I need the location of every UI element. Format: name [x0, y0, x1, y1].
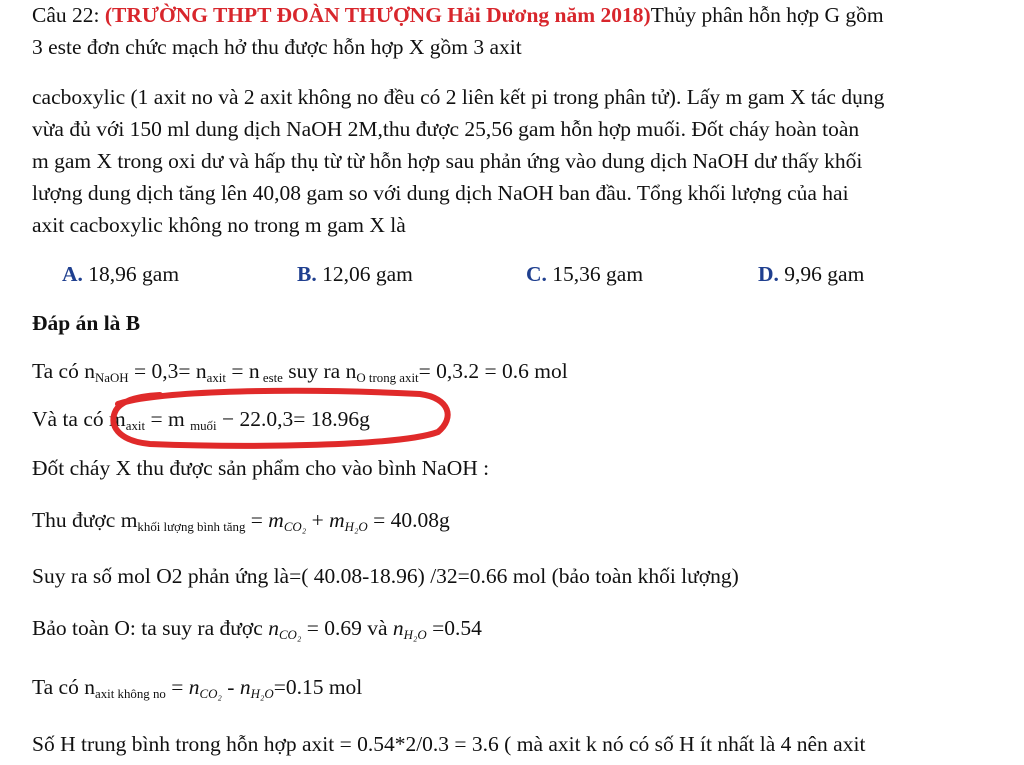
option-a: A. 18,96 gam [62, 262, 180, 286]
question-line-3: cacboxylic (1 axit no và 2 axit không no đều có 2 liên kết pi trong phân tử). Lấy m gam X tác dụng [32, 85, 885, 109]
question-line-7: axit cacboxylic không no trong m gam X là [32, 213, 406, 237]
question-line-5: m gam X trong oxi dư và hấp thụ từ từ hỗn hợp sau phản ứng vào dung dịch NaOH dư thấy khối [32, 149, 863, 173]
question-line-1 [32, 5, 884, 27]
question-source: (TRƯỜNG THPT ĐOÀN THƯỢNG Hải Dương năm 2018) [104, 3, 651, 27]
solution-line-7: Ta có $n_{axit không no} = n_{CO_2} - n_{H_2O}=0.15$ mol [32, 675, 363, 701]
solution-line-6: Bảo toàn O: ta suy ra được $n_{CO_2} = 0.69$ và $n_{H_2O} =0.54$ [32, 616, 482, 642]
option-b: B. 12,06 gam [297, 262, 413, 286]
option-d: D. 9,96 gam [758, 262, 865, 286]
question-text-1: Thủy phân hỗn hợp G gồm [650, 3, 884, 27]
option-c: C. 15,36 gam [526, 262, 644, 286]
question-line-4: vừa đủ với 150 ml dung dịch NaOH 2M,thu được 25,56 gam hỗn hợp muối. Đốt cháy hoàn toàn [32, 117, 860, 141]
answer-heading: Đáp án là B [32, 311, 141, 335]
solution-line-2: Và ta có $m_{axit} = m$ $_{muối}$ − 22.0,3= 18.96g [32, 407, 370, 433]
solution-line-5: Suy ra số mol O2 phản ứng là=( 40.08-18.96) /32=0.66 mol (bảo toàn khối lượng) [32, 564, 739, 588]
question-number: Câu 22: [32, 3, 100, 27]
solution-line-8: Số H trung bình trong hỗn hợp axit = 0.54*2/0.3 = 3.6 ( mà axit k nó có số H ít nhất là 4 nên axit [32, 732, 866, 756]
solution-line-1: Ta có $n_{NaOH} = 0,3= n_{axit} = n$ $_{este}$ suy ra $n_{O trong axit}= 0,3.2 = 0.6$ mol [32, 359, 568, 385]
question-line-2: 3 este đơn chức mạch hở thu được hỗn hợp X gồm 3 axit [32, 35, 522, 59]
solution-line-4: Thu được $m_{khối lượng bình tăng} = m_{CO_2} + m_{H_2O} = 40.08g$ [32, 508, 450, 534]
question-line-6: lượng dung dịch tăng lên 40,08 gam so với dung dịch NaOH ban đầu. Tổng khối lượng của hai [32, 181, 849, 205]
solution-line-3: Đốt cháy X thu được sản phẩm cho vào bình NaOH : [32, 456, 490, 480]
